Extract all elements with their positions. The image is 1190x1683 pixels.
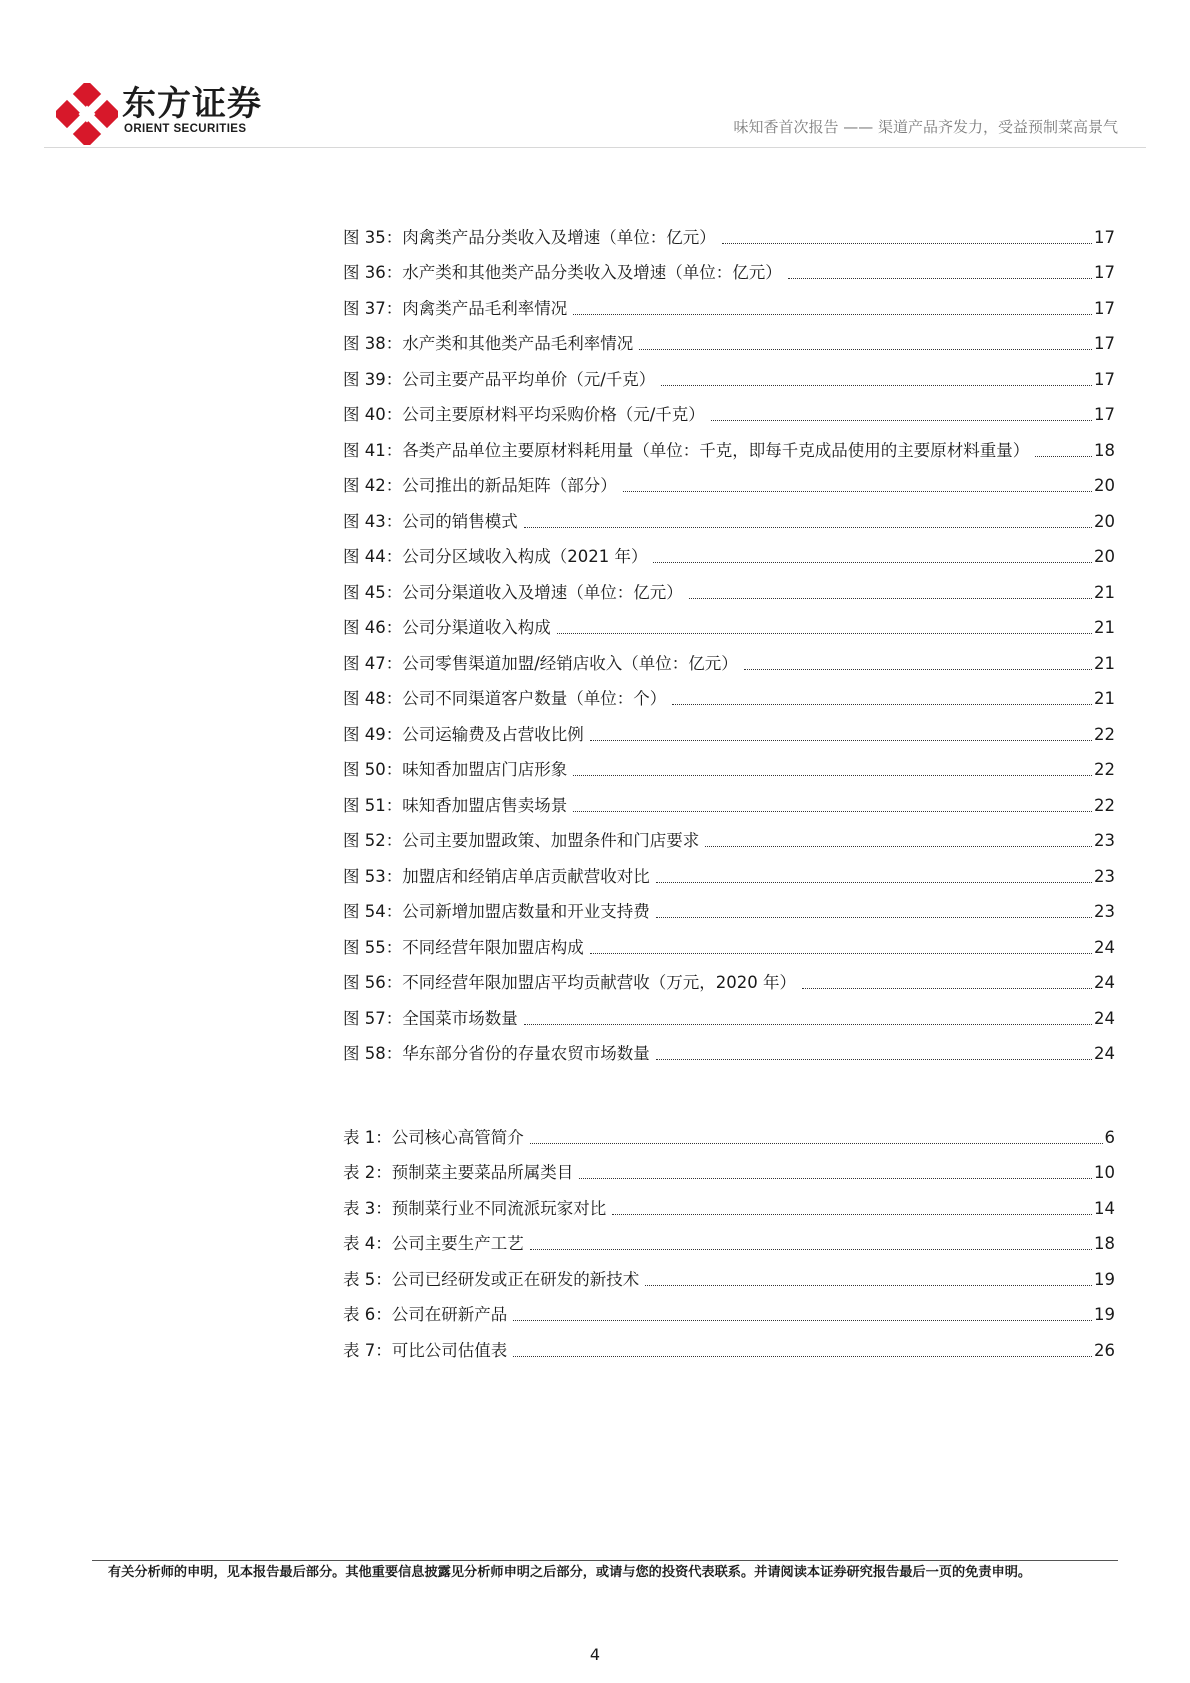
dot-leader [788, 277, 1092, 279]
dot-leader [1035, 455, 1092, 457]
table-entry[interactable] [343, 1255, 1115, 1291]
dot-leader [513, 1319, 1092, 1321]
figure-entry[interactable] [343, 994, 1115, 1030]
entry-page-number: 24 [1094, 973, 1115, 992]
figure-entry[interactable] [343, 888, 1115, 924]
entry-title: 图 48：公司不同渠道客户数量（单位：个） [343, 689, 667, 708]
dot-leader [656, 1058, 1092, 1060]
entry-title: 图 49：公司运输费及占营收比例 [343, 724, 584, 744]
entry-title: 图 56：不同经营年限加盟店平均贡献营收（万元，2020 年） [343, 973, 796, 992]
entry-page-number: 17 [1094, 263, 1115, 282]
report-title: 味知香首次报告 —— 渠道产品齐发力，受益预制菜高景气 [733, 118, 1118, 136]
entry-title: 图 44：公司分区域收入构成（2021 年） [343, 547, 648, 566]
entry-page-number: 22 [1094, 724, 1115, 744]
figure-entry[interactable] [343, 923, 1115, 959]
entry-page-number: 21 [1094, 582, 1115, 602]
dot-leader [573, 313, 1092, 315]
entry-page-number: 24 [1094, 1044, 1115, 1063]
entry-title: 图 40：公司主要原材料平均采购价格（元/千克） [343, 405, 705, 424]
dot-leader [573, 810, 1092, 812]
footer-divider [92, 1560, 1118, 1561]
entry-page-number: 17 [1094, 298, 1115, 318]
dot-leader [672, 703, 1092, 705]
entry-page-number: 17 [1094, 334, 1115, 353]
entry-title: 图 46：公司分渠道收入构成 [343, 618, 551, 637]
figure-entry[interactable] [343, 320, 1115, 356]
figure-entry[interactable] [343, 675, 1115, 711]
dot-leader [530, 1248, 1092, 1250]
figure-entry[interactable] [343, 1030, 1115, 1066]
figure-entry[interactable] [343, 355, 1115, 391]
entry-title: 图 54：公司新增加盟店数量和开业支持费 [343, 902, 650, 921]
entry-title: 图 58：华东部分省份的存量农贸市场数量 [343, 1044, 650, 1063]
entry-title: 表 1：公司核心高管简介 [343, 1127, 524, 1147]
figure-entry[interactable] [343, 604, 1115, 640]
entry-title: 图 41：各类产品单位主要原材料耗用量（单位：千克，即每千克成品使用的主要原材料重量） [343, 440, 1030, 460]
entry-page-number: 19 [1094, 1269, 1115, 1289]
dot-leader [689, 597, 1092, 599]
figure-entry[interactable] [343, 426, 1115, 462]
entry-page-number: 21 [1094, 618, 1115, 637]
dot-leader [653, 561, 1092, 563]
figure-entry[interactable] [343, 639, 1115, 675]
dot-leader [557, 632, 1092, 634]
dot-leader [513, 1355, 1092, 1357]
figure-entry[interactable] [343, 746, 1115, 782]
table-list [343, 1113, 1115, 1362]
figure-entry[interactable] [343, 959, 1115, 995]
dot-leader [639, 348, 1092, 350]
page-number: 4 [589, 1645, 601, 1664]
figure-entry[interactable] [343, 249, 1115, 285]
entry-page-number: 21 [1094, 653, 1115, 673]
logo-english-name: ORIENT SECURITIES [124, 123, 247, 135]
entry-title: 图 43：公司的销售模式 [343, 511, 518, 531]
entry-title: 表 7：可比公司估值表 [343, 1340, 508, 1360]
entry-title: 图 39：公司主要产品平均单价（元/千克） [343, 369, 656, 389]
entry-page-number: 22 [1094, 760, 1115, 779]
dot-leader [744, 668, 1092, 670]
orient-securities-logo-icon [56, 83, 118, 145]
entry-title: 表 5：公司已经研发或正在研发的新技术 [343, 1269, 640, 1289]
entry-page-number: 26 [1094, 1340, 1115, 1360]
entry-title: 图 52：公司主要加盟政策、加盟条件和门店要求 [343, 831, 700, 850]
entry-title: 图 37：肉禽类产品毛利率情况 [343, 298, 568, 318]
entry-page-number: 23 [1094, 831, 1115, 850]
logo-chinese-name: 东方证券 [122, 84, 262, 124]
dot-leader [711, 419, 1092, 421]
entry-title: 图 35：肉禽类产品分类收入及增速（单位：亿元） [343, 227, 716, 247]
entry-page-number: 24 [1094, 937, 1115, 957]
table-entry[interactable] [343, 1326, 1115, 1362]
figure-entry[interactable] [343, 533, 1115, 569]
entry-page-number: 14 [1094, 1198, 1115, 1218]
entry-title: 图 51：味知香加盟店售卖场景 [343, 795, 568, 815]
disclaimer-note: 有关分析师的申明，见本报告最后部分。其他重要信息披露见分析师申明之后部分，或请与您的投资代表联系。并请阅读本证券研究报告最后一页的免责申明。 [108, 1565, 1032, 1580]
entry-page-number: 6 [1104, 1127, 1115, 1147]
dot-leader [573, 774, 1092, 776]
entry-page-number: 23 [1094, 866, 1115, 886]
dot-leader [802, 987, 1092, 989]
entry-title: 图 55：不同经营年限加盟店构成 [343, 937, 584, 957]
table-entry[interactable] [343, 1113, 1115, 1149]
figure-entry[interactable] [343, 710, 1115, 746]
dot-leader [623, 490, 1092, 492]
entry-page-number: 20 [1094, 511, 1115, 531]
entry-page-number: 10 [1094, 1163, 1115, 1182]
figure-entry[interactable] [343, 817, 1115, 853]
entry-page-number: 20 [1094, 476, 1115, 495]
table-entry[interactable] [343, 1220, 1115, 1256]
figure-entry[interactable] [343, 462, 1115, 498]
dot-leader [524, 526, 1092, 528]
entry-page-number: 23 [1094, 902, 1115, 921]
table-entry[interactable] [343, 1291, 1115, 1327]
dot-leader [722, 242, 1092, 244]
entry-title: 表 6：公司在研新产品 [343, 1305, 508, 1324]
entry-page-number: 24 [1094, 1008, 1115, 1028]
table-entry[interactable] [343, 1184, 1115, 1220]
dot-leader [590, 739, 1092, 741]
entry-title: 图 50：味知香加盟店门店形象 [343, 760, 568, 779]
figure-entry[interactable] [343, 284, 1115, 320]
entry-title: 图 38：水产类和其他类产品毛利率情况 [343, 334, 634, 353]
dot-leader [656, 881, 1092, 883]
entry-page-number: 17 [1094, 405, 1115, 424]
entry-title: 图 36：水产类和其他类产品分类收入及增速（单位：亿元） [343, 263, 782, 282]
entry-title: 表 2：预制菜主要菜品所属类目 [343, 1163, 574, 1182]
figure-entry[interactable] [343, 497, 1115, 533]
table-entry[interactable] [343, 1149, 1115, 1185]
figure-entry[interactable] [343, 852, 1115, 888]
figure-entry[interactable] [343, 568, 1115, 604]
figure-entry[interactable] [343, 781, 1115, 817]
dot-leader [656, 916, 1092, 918]
header-divider [44, 147, 1146, 148]
entry-page-number: 18 [1094, 1234, 1115, 1253]
entry-title: 图 57：全国菜市场数量 [343, 1008, 518, 1028]
report-header [0, 0, 1190, 150]
dot-leader [645, 1284, 1092, 1286]
dot-leader [705, 845, 1092, 847]
entry-title: 表 4：公司主要生产工艺 [343, 1234, 524, 1253]
entry-page-number: 19 [1094, 1305, 1115, 1324]
dot-leader [590, 952, 1092, 954]
entry-title: 图 42：公司推出的新品矩阵（部分） [343, 476, 617, 495]
dot-leader [612, 1213, 1092, 1215]
entry-page-number: 17 [1094, 227, 1115, 247]
dot-leader [661, 384, 1092, 386]
entry-title: 表 3：预制菜行业不同流派玩家对比 [343, 1198, 607, 1218]
figure-entry[interactable] [343, 213, 1115, 249]
dot-leader [530, 1142, 1103, 1144]
entry-page-number: 18 [1094, 440, 1115, 460]
entry-page-number: 22 [1094, 795, 1115, 815]
dot-leader [579, 1177, 1092, 1179]
figure-entry[interactable] [343, 391, 1115, 427]
entry-page-number: 21 [1094, 689, 1115, 708]
entry-page-number: 17 [1094, 369, 1115, 389]
entry-title: 图 45：公司分渠道收入及增速（单位：亿元） [343, 582, 683, 602]
entry-page-number: 20 [1094, 547, 1115, 566]
figure-list [343, 213, 1115, 1065]
entry-title: 图 47：公司零售渠道加盟/经销店收入（单位：亿元） [343, 653, 738, 673]
dot-leader [524, 1023, 1092, 1025]
entry-title: 图 53：加盟店和经销店单店贡献营收对比 [343, 866, 650, 886]
